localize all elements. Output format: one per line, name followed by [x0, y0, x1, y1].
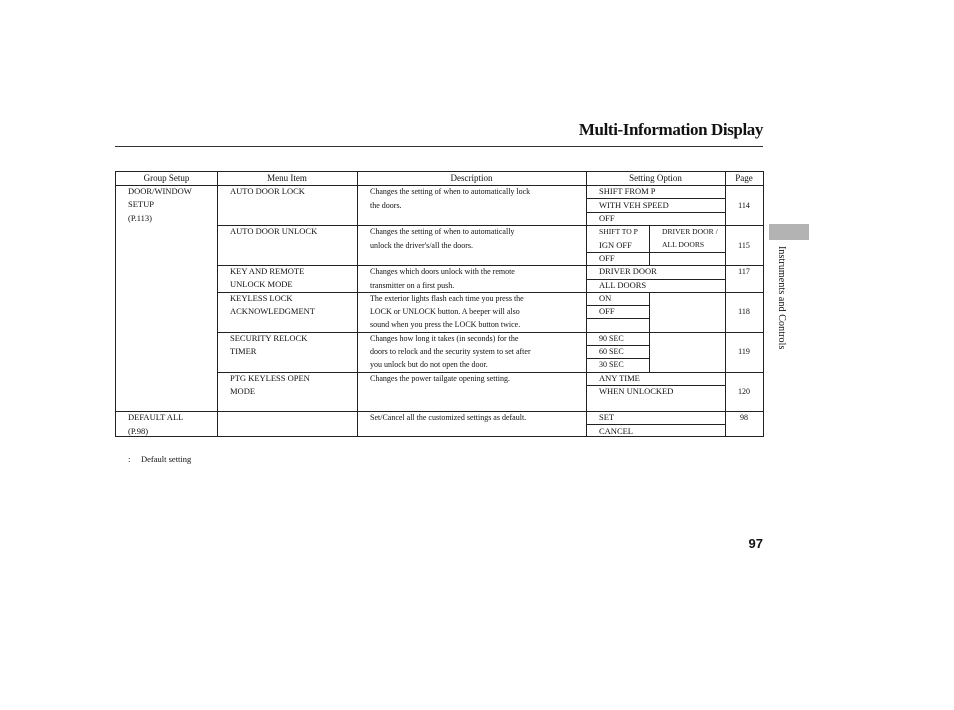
menu-item: KEYLESS LOCK: [230, 293, 293, 303]
setting-option: ON: [599, 293, 612, 303]
footnote: [128, 454, 191, 464]
page-title: Multi-Information Display: [578, 120, 763, 139]
column-header: Setting Option: [629, 173, 682, 183]
description: The exterior lights flash each time you press the: [370, 294, 524, 303]
option-box-divider: [649, 225, 650, 265]
default-setting-marker: :: [128, 454, 131, 464]
section-tab: [769, 224, 809, 240]
sub-option: ALL DOORS: [662, 240, 705, 249]
column-header: Menu Item: [267, 173, 307, 183]
setting-option: 60 SEC: [599, 347, 624, 356]
menu-item: UNLOCK MODE: [230, 279, 293, 289]
setting-option: OFF: [599, 253, 615, 263]
setting-option: SHIFT FROM P: [599, 186, 656, 196]
option-box-divider: [649, 292, 650, 332]
menu-item: MODE: [230, 386, 256, 396]
menu-item: SECURITY RELOCK: [230, 333, 308, 343]
setting-option: OFF: [599, 213, 615, 223]
column-header: Group Setup: [143, 173, 190, 183]
setting-option: SET: [599, 412, 615, 422]
setting-option: WITH VEH SPEED: [599, 200, 669, 210]
setting-option: 90 SEC: [599, 334, 624, 343]
menu-item: ACKNOWLEDGMENT: [230, 306, 315, 316]
sub-option: DRIVER DOOR /: [662, 227, 718, 236]
setting-option: ALL DOORS: [599, 280, 647, 290]
section-side-label: Instruments and Controls: [776, 246, 787, 350]
settings-table: [115, 171, 764, 437]
description: sound when you press the LOCK button twice.: [370, 320, 521, 329]
group-page-ref: (P.113): [128, 213, 153, 223]
description: Changes the setting of when to automatically: [370, 227, 515, 236]
setting-option: CANCEL: [599, 426, 633, 436]
page-ref: 118: [738, 307, 750, 316]
group-name: DEFAULT ALL: [128, 412, 184, 422]
setting-option: 30 SEC: [599, 360, 624, 369]
page-ref: 115: [738, 241, 750, 250]
option-box-divider: [649, 332, 650, 372]
page-number: 97: [748, 536, 763, 551]
col-divider: [217, 172, 218, 436]
setting-option: SHIFT TO P: [599, 227, 638, 236]
description: you unlock but do not open the door.: [370, 360, 488, 369]
menu-item: PTG KEYLESS OPEN: [230, 373, 310, 383]
description: Changes the power tailgate opening setting.: [370, 374, 510, 383]
page-ref: 114: [738, 201, 750, 210]
option-rule: [586, 305, 649, 306]
setting-option: OFF: [599, 306, 615, 316]
page-ref: 98: [740, 413, 748, 422]
setting-option: DRIVER DOOR: [599, 266, 657, 276]
description: transmitter on a first push.: [370, 281, 455, 290]
description: unlock the driver's/all the doors.: [370, 241, 473, 250]
setting-option: WHEN UNLOCKED: [599, 386, 674, 396]
footnote-text: Default setting: [141, 454, 192, 464]
title-rule: [115, 146, 763, 147]
description: LOCK or UNLOCK button. A beeper will also: [370, 307, 520, 316]
description: Changes how long it takes (in seconds) for the: [370, 334, 519, 343]
page-ref: 120: [738, 387, 750, 396]
menu-item: AUTO DOOR LOCK: [230, 186, 305, 196]
menu-item: KEY AND REMOTE: [230, 266, 305, 276]
description: the doors.: [370, 201, 402, 210]
col-divider: [357, 172, 358, 436]
menu-item: TIMER: [230, 346, 257, 356]
column-header: Description: [450, 173, 493, 183]
menu-item: AUTO DOOR UNLOCK: [230, 226, 318, 236]
column-header: Page: [735, 173, 753, 183]
group-name: SETUP: [128, 199, 154, 209]
page-ref: 119: [738, 347, 750, 356]
option-rule: [586, 318, 649, 319]
description: Set/Cancel all the customized settings as default.: [370, 413, 527, 422]
setting-option: ANY TIME: [599, 373, 640, 383]
setting-option: IGN OFF: [599, 240, 632, 250]
description: Changes the setting of when to automatically lock: [370, 187, 531, 196]
group-name: DOOR/WINDOW: [128, 186, 192, 196]
description: doors to relock and the security system to set after: [370, 347, 531, 356]
group-page-ref: (P.98): [128, 426, 149, 436]
description: Changes which doors unlock with the remote: [370, 267, 515, 276]
page-ref: 117: [738, 267, 750, 276]
